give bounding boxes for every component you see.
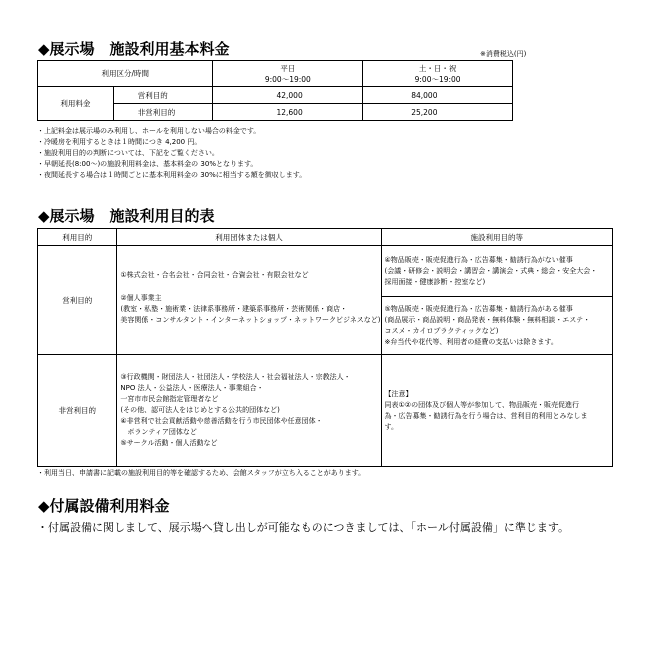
header-weekday <box>213 61 363 87</box>
fee-note: ・上記料金は展示場のみ利用し、ホールを利用しない場合の料金です。 <box>37 127 261 135</box>
header-holiday <box>363 61 513 87</box>
purpose-line: (会議・研修会・説明会・講習会・講演会・式典・総会・安全大会・ <box>384 266 598 275</box>
purpose-no-sales <box>381 246 612 297</box>
note-line: す。 <box>384 422 398 431</box>
row-label-fee: 利用料金 <box>38 87 114 121</box>
tax-note: ※消費税込(円) <box>480 50 527 58</box>
header-purpose: 利用目的 <box>38 229 117 246</box>
section-title-purpose: ◆展示場 施設利用目的表 <box>38 207 215 225</box>
purpose-with-sales <box>381 297 612 355</box>
purpose-line: ※弁当代や花代等、利用者の経費の支払いは除きます。 <box>384 337 558 346</box>
section-title-equipment: ◆付属設備利用料金 <box>38 497 170 515</box>
group-line: ③行政機関・財団法人・社団法人・学校法人・社会福祉法人・宗教法人・ <box>120 373 351 381</box>
weekday-label: 平日 <box>280 63 296 73</box>
noncommercial-note <box>381 355 612 467</box>
purpose-footnote: ・利用当日、申請書に記載の施設利用目的等を確認するため、会館スタッフが立ち入ることがあります。 <box>37 469 366 477</box>
header-groups: 利用団体または個人 <box>117 229 381 246</box>
weekday-time: 9:00～19:00 <box>264 74 311 84</box>
section-title-basic-fee: ◆展示場 施設利用基本料金 <box>38 40 230 58</box>
note-title: 【注意】 <box>384 389 413 398</box>
fee-note: ・夜間延長する場合は１時間ごとに基本利用料金の 30%に相当する額を徴収します。 <box>37 171 307 179</box>
purpose-line: 採用面接・健康診断・控室など) <box>384 277 486 286</box>
note-line: 為・広告募集・勧誘行為を行う場合は、営利目的利用とみなしま <box>384 411 588 420</box>
group-line: NPO 法人・公益法人・医療法人・事業組合・ <box>120 384 264 392</box>
group-corporations: ①株式会社・合名会社・合同会社・合資会社・有限会社など <box>120 271 309 279</box>
purpose-noncommercial: 非営利目的 <box>113 104 213 121</box>
noncommercial-label: 非営利目的 <box>38 355 117 467</box>
purpose-line: ⑤物品販売・販売促進行為・広告募集・勧誘行為がある催事 <box>384 304 573 313</box>
purpose-commercial: 営利目的 <box>113 87 213 104</box>
weekday-commercial-fee: 42,000 <box>213 87 363 104</box>
fee-notes <box>37 126 306 181</box>
holiday-time: 9:00～19:00 <box>414 74 461 84</box>
purpose-line: ④物品販売・販売促進行為・広告募集・勧誘行為がない催事 <box>384 255 573 264</box>
group-line: 一宮市市民会館指定管理者など <box>120 395 219 403</box>
weekday-noncommercial-fee: 12,600 <box>213 104 363 121</box>
note-line: 同表①②の団体及び個人等が参加して、物品販売・販売促進行 <box>384 400 579 409</box>
header-category: 利用区分/時間 <box>38 61 213 87</box>
group-sole-proprietor-detail: 美容関係・コンサルタント・インターネットショップ・ネットワークビジネスなど) <box>120 316 381 324</box>
group-line: (その他、認可法人をはじめとする公共的団体など) <box>120 406 280 414</box>
purpose-line: コスメ・カイロプラクティックなど) <box>384 326 499 335</box>
purpose-table <box>37 228 613 467</box>
fee-note: ・冷暖房を利用するときは１時間につき 4,200 円。 <box>37 138 202 146</box>
commercial-label: 営利目的 <box>38 246 117 355</box>
fee-note: ・早朝延長(8:00～)の施設利用料金は、基本料金の 30%となります。 <box>37 160 258 168</box>
header-usage: 施設利用目的等 <box>381 229 612 246</box>
group-sole-proprietor: ②個人事業主 <box>120 294 162 302</box>
basic-fee-table <box>37 60 513 121</box>
group-sole-proprietor-detail: (教室・私塾・施術業・法律系事務所・建築系事務所・芸術関係・商店・ <box>120 305 348 313</box>
holiday-commercial-fee: 84,000 <box>363 87 513 104</box>
holiday-label: 土・日・祝 <box>418 63 457 73</box>
equipment-body: ・付属設備に関しまして、展示場へ貸し出しが可能なものにつきましては、「ホール付属設備」に準じます。 <box>37 521 569 534</box>
group-line: ボランティア団体など <box>120 428 197 436</box>
commercial-groups <box>117 246 381 355</box>
group-line: ④非営利で社会貢献活動や慈善活動を行う市民団体や任意団体・ <box>120 417 323 425</box>
purpose-line: (商品展示・商品説明・商品発表・無料体験・無料相談・エステ・ <box>384 315 591 324</box>
fee-note: ・施設利用目的の判断については、下記をご覧ください。 <box>37 149 219 157</box>
holiday-noncommercial-fee: 25,200 <box>363 104 513 121</box>
noncommercial-groups <box>117 355 381 467</box>
group-line: ⑤サークル活動・個人活動など <box>120 439 218 447</box>
